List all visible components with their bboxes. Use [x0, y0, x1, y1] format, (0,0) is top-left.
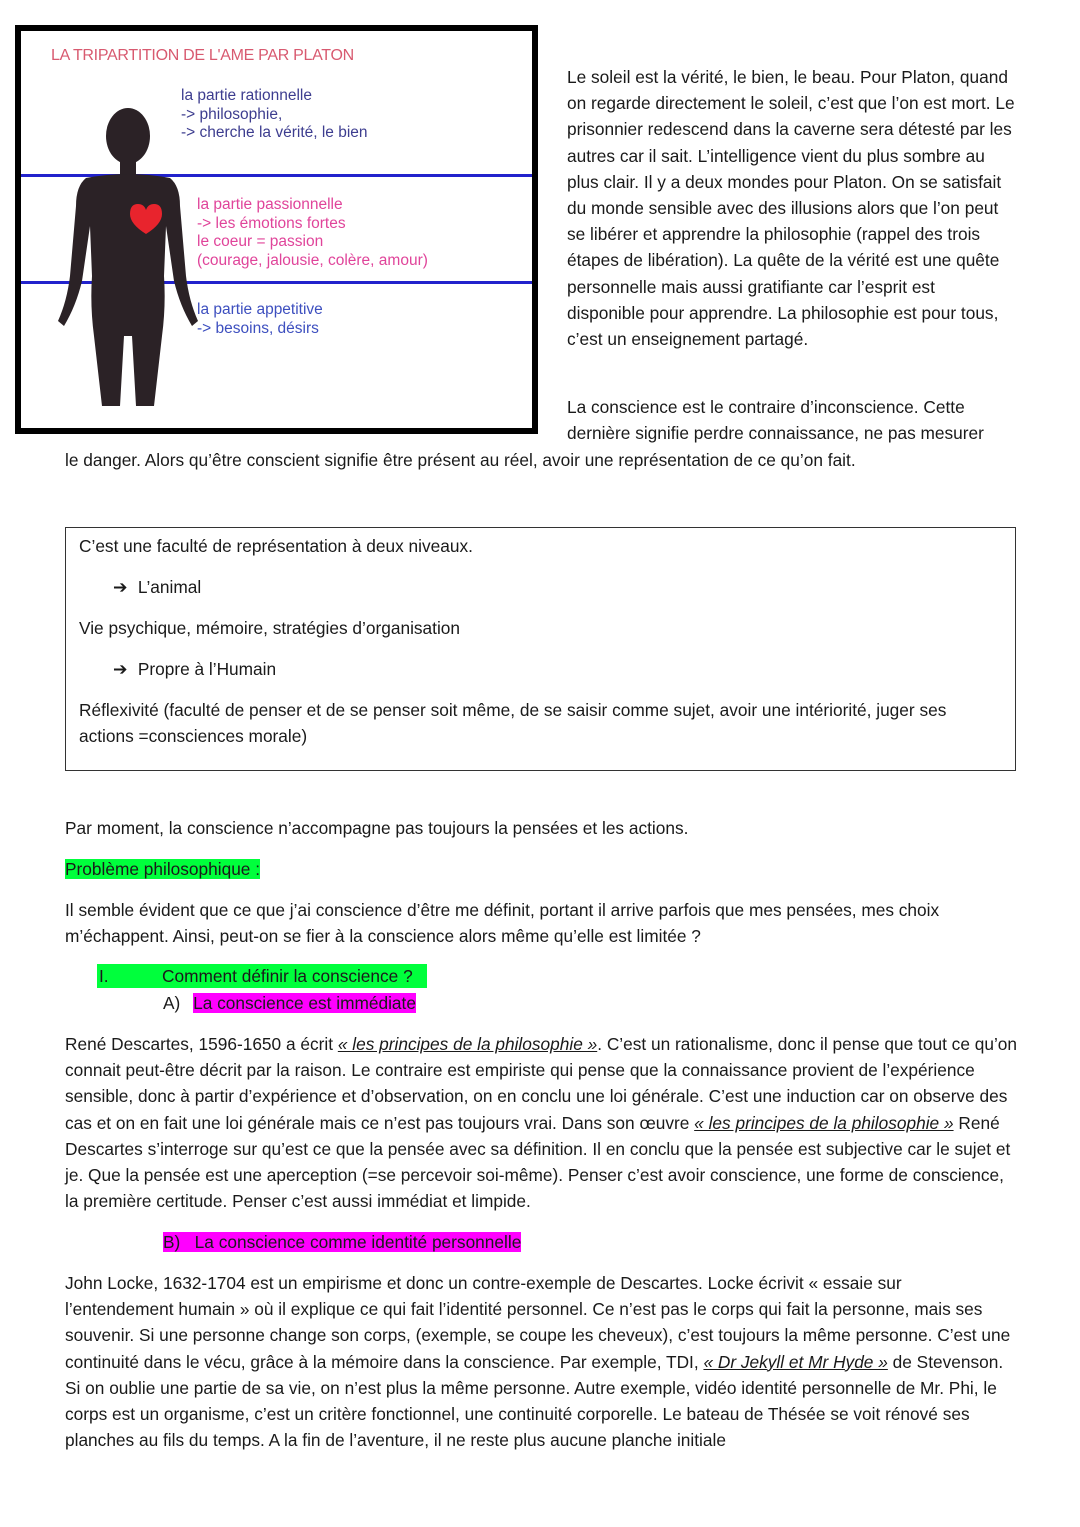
arrow-right-icon: ➔ — [113, 577, 128, 597]
passionate-part-label: la partie passionnelle -> les émotions fortes le coeur = passion (courage, jalousie, colère, amour) — [197, 196, 428, 269]
box-arrow-item-animal: ➔ L’animal — [113, 574, 201, 600]
arrow-right-icon: ➔ — [113, 659, 128, 679]
problem-label-wrap — [65, 856, 260, 882]
work-title: « les principes de la philosophie » — [694, 1112, 954, 1133]
subsection-b-heading: B) La conscience comme identité personnelle — [163, 1232, 522, 1252]
human-silhouette-icon — [46, 106, 206, 406]
intro-paragraph: Le soleil est la vérité, le bien, le beau. Pour Platon, quand on regarde directement le soleil, c’est que l’on est mort. Le prisonnier redescend dans la caverne sera détesté par les autres car il sait. L’intelligence vient du plus sombre au plus clair. Il y a deux mondes pour Platon. On se satisfait du monde sensible avec des illusions alors que l’on peut se libérer et apprendre la philosophie (rappel des trois étapes de libération). La quête de la vérité est une quête personnelle mais aussi gratifiante car l’esprit est disponible pour apprendre. La philosophie est pour tous, c’est un enseignement partagé. — [567, 67, 1015, 350]
descartes-paragraph: René Descartes, 1596-1650 a écrit « les principes de la philosophie ». C’est un rationalisme, donc il pense que tout ce qu’on connait peut-être décrit par la raison. Le contraire est empiriste qui pense que la connaissance provient de l’expérience sensible, donc à partir d’expérience et d’observation, on en conclu une loi générale. C’est une induction car on observe des cas et on en fait une loi générale mais ce n’est pas toujours vrai. Dans son œuvre « les principes de la philosophie » René Descartes s’interroge sur qu’est ce que la pensée avec sa définition. Il en conclu que la pensée est subjective car le sujet et je. Que la pensée est une aperception (=se percevoir soi-même). Penser c’est avoir conscience, une forme de conscience, la première certitude. Penser c’est aussi immédiat et limpide. — [65, 1034, 1018, 1212]
box-line-1: C’est une faculté de représentation à deux niveaux. — [79, 536, 473, 556]
problem-text: Il semble évident que ce que j’ai conscience d’être me définit, portant il arrive parfois que mes pensées, mes choix m’échappent. Ainsi, peut-on se fier à la conscience alors même qu’elle est limitée ? — [65, 900, 940, 947]
appetitive-part-label: la partie appetitive -> besoins, désirs — [197, 301, 323, 337]
work-title: « les principes de la philosophie » — [337, 1034, 598, 1054]
conscience-definition-start: La conscience est le contraire d’inconscience. Cette dernière signifie perdre connaissance, ne pas mesurer — [567, 397, 984, 444]
box-line-3: Réflexivité (faculté de penser et de se penser soit même, de se saisir comme sujet, avoir une intériorité, juger ses actions =consciences morale) — [79, 700, 947, 747]
subsection-a-heading: A) La conscience est immédiate — [163, 993, 416, 1013]
subsection-b-heading-wrap — [163, 1229, 521, 1255]
box-line-2: Vie psychique, mémoire, stratégies d’organisation — [79, 618, 461, 638]
soul-tripartition-figure — [15, 25, 538, 434]
moment-paragraph: Par moment, la conscience n’accompagne pas toujours la pensées et les actions. — [65, 818, 689, 838]
box-arrow-item-human: ➔ Propre à l’Humain — [113, 656, 276, 682]
rational-part-label: la partie rationnelle -> philosophie, -> cherche la vérité, le bien — [181, 87, 368, 141]
work-title: « Dr Jekyll et Mr Hyde » — [703, 1351, 888, 1372]
definition-box — [65, 527, 1016, 771]
problem-label: Problème philosophique : — [65, 859, 261, 879]
locke-paragraph: John Locke, 1632-1704 est un empirisme et donc un contre-exemple de Descartes. Locke écrivit « essaie sur l’entendement humain » où il explique ce qui fait l’identité personnel. Ce n’est pas le corps qui fait la personne, mais ses souvenir. Si une personne change son corps, (exemple, se coupe les cheveux), c’est toujours la même personne. C’est une continuité dans le vécu, grâce à la mémoire dans la conscience. Par exemple, TDI, « Dr Jekyll et Mr Hyde » de Stevenson. Si on oublie une partie de sa vie, on n’est plus la même personne. Autre exemple, vidéo identité personnelle de Mr. Phi, le corps est un organisme, c’est un critère fonctionnel, une continuité corporelle. Le bateau de Thésée se voit rénové ses planches au fils du temps. A la fin de l’aventure, il ne reste plus aucune planche initiale — [65, 1273, 1011, 1451]
conscience-definition-end: le danger. Alors qu’être conscient signifie être présent au réel, avoir une représentation de ce qu’on fait. — [65, 450, 856, 470]
section-1-heading: I. Comment définir la conscience ? — [97, 964, 427, 988]
subsection-a-title: La conscience est immédiate — [193, 993, 416, 1013]
figure-title: LA TRIPARTITION DE L'AME PAR PLATON — [51, 47, 354, 64]
